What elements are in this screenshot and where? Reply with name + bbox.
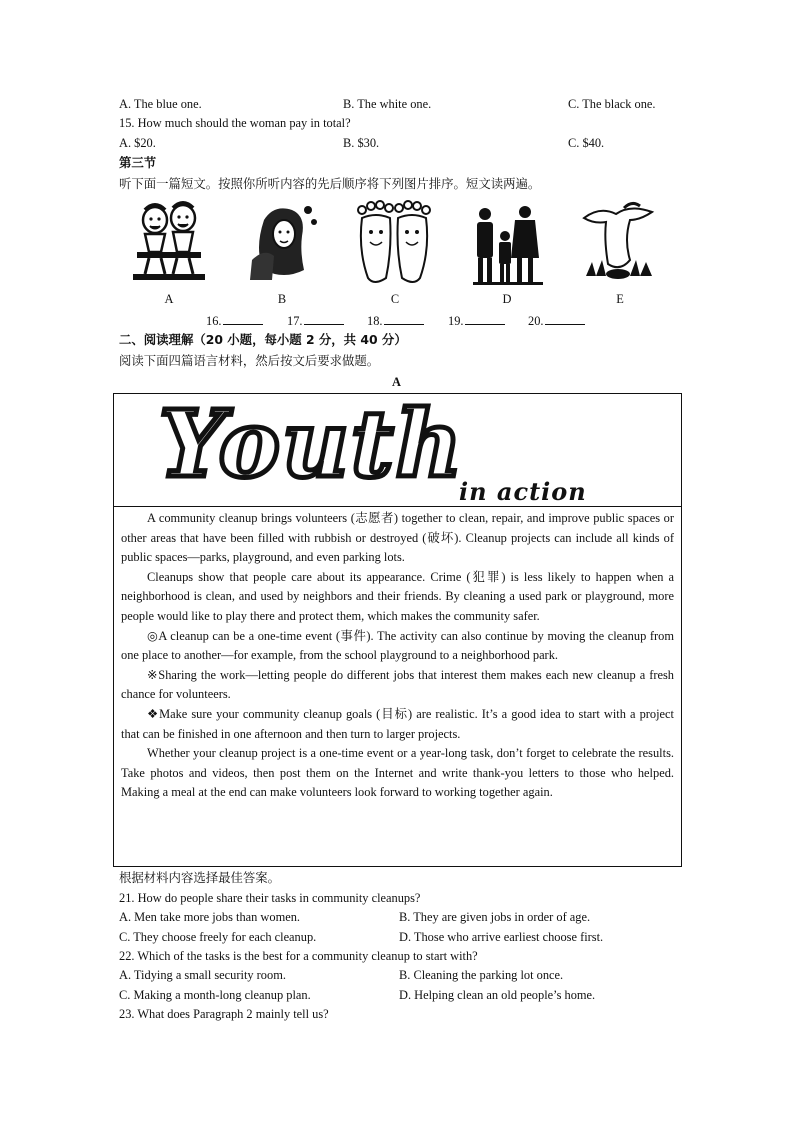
passage-paragraph-3: ◎A cleanup can be a one-time event (事件). The activity can also continue by moving the cleanup from one place to another—for example, from the school playground to a neighborhood park. — [121, 628, 674, 663]
passage-paragraph-6: Whether your cleanup project is a one-time event or a year-long task, don’t forget to celebrate the results. Take photos and videos, then post them on the Internet and write thank-you letters to those who helped. Making a meal at the end can make volunteers look forward to working together again. — [121, 746, 674, 800]
q21-question: 21. How do people share their tasks in community cleanups? — [119, 891, 421, 905]
q22-option-c: C. Making a month-long cleanup plan. — [119, 988, 311, 1002]
answer-blank-19[interactable]: 19. — [448, 312, 505, 329]
q14-option-b: B. The white one. — [343, 97, 432, 111]
q22-option-d: D. Helping clean an old people’s home. — [399, 988, 596, 1002]
youth-logo-icon — [114, 394, 681, 506]
picture-b-woman-icon — [244, 200, 320, 286]
answer-blank-18[interactable]: 18. — [367, 312, 424, 329]
picture-label-b: B — [277, 292, 287, 306]
q15-option-b: B. $30. — [343, 136, 380, 150]
q21-option-c: C. They choose freely for each cleanup. — [119, 930, 317, 944]
passage-paragraph-2: Cleanups show that people care about its appearance. Crime (犯罪) is less likely to happen when a neighborhood is clean, and used by neighbors and their friends. By cleaning a used park or playground, more people would like to play there and protect them, which makes the community safer. — [121, 569, 674, 623]
q21-option-b: B. They are given jobs in order of age. — [399, 910, 591, 924]
q14-option-a: A. The blue one. — [119, 97, 202, 111]
passage-text — [121, 509, 674, 803]
q22-option-a: A. Tidying a small security room. — [119, 968, 286, 982]
q14-option-c: C. The black one. — [568, 97, 656, 111]
passage-paragraph-4: ※Sharing the work—letting people do different jobs that interest them makes each new cleanup a fresh chance for volunteers. — [121, 667, 674, 702]
q21-option-a: A. Men take more jobs than women. — [119, 910, 301, 924]
questions-intro: 根据材料内容选择最佳答案。 — [119, 871, 281, 885]
q15-option-a: A. $20. — [119, 136, 156, 150]
q15-option-c: C. $40. — [568, 136, 605, 150]
q21-option-d: D. Those who arrive earliest choose first. — [399, 930, 604, 944]
picture-label-d: D — [502, 292, 512, 306]
part2-instruction: 阅读下面四篇语言材料，然后按文后要求做题。 — [119, 354, 380, 368]
answer-blank-17[interactable]: 17. — [287, 312, 344, 329]
passage-paragraph-5: ❖Make sure your community cleanup goals (目标) are realistic. It’s a good idea to start with a project that can be finished in one afternoon and then turn to larger projects. — [121, 706, 674, 741]
passage-paragraph-1: A community cleanup brings volunteers (志愿者) together to clean, repair, and improve public spaces or other areas that have been filled with rubbish or destroyed (破坏). Cleanup projects can include all kinds of public spaces—parks, playground, and even parking lots. — [121, 511, 674, 565]
passage-box — [113, 393, 682, 867]
section3-instruction: 听下面一篇短文。按照你所听内容的先后顺序将下列图片排序。短文读两遍。 — [119, 177, 541, 191]
passage-letter: A — [392, 375, 401, 389]
q22-option-b: B. Cleaning the parking lot once. — [399, 968, 564, 982]
banner-subtitle: in action — [459, 477, 587, 506]
part2-heading: 二、阅读理解（20 小题，每小题 2 分，共 40 分） — [119, 332, 407, 347]
answer-blank-20[interactable]: 20. — [528, 312, 585, 329]
section3-heading: 第三节 — [119, 155, 157, 170]
picture-e-splash-icon — [580, 200, 656, 286]
youth-banner — [114, 394, 681, 507]
picture-c-feet-icon — [356, 200, 432, 286]
picture-label-a: A — [164, 292, 174, 306]
q23-question: 23. What does Paragraph 2 mainly tell us? — [119, 1007, 329, 1021]
q15-question: 15. How much should the woman pay in total? — [119, 116, 351, 130]
picture-label-e: E — [616, 292, 624, 306]
picture-a-two-kids-icon — [131, 200, 207, 286]
picture-label-c: C — [390, 292, 400, 306]
banner-title: Youth — [159, 394, 465, 498]
answer-blank-16[interactable]: 16. — [206, 312, 263, 329]
picture-d-family-icon — [469, 200, 545, 286]
q22-question: 22. Which of the tasks is the best for a community cleanup to start with? — [119, 949, 478, 963]
